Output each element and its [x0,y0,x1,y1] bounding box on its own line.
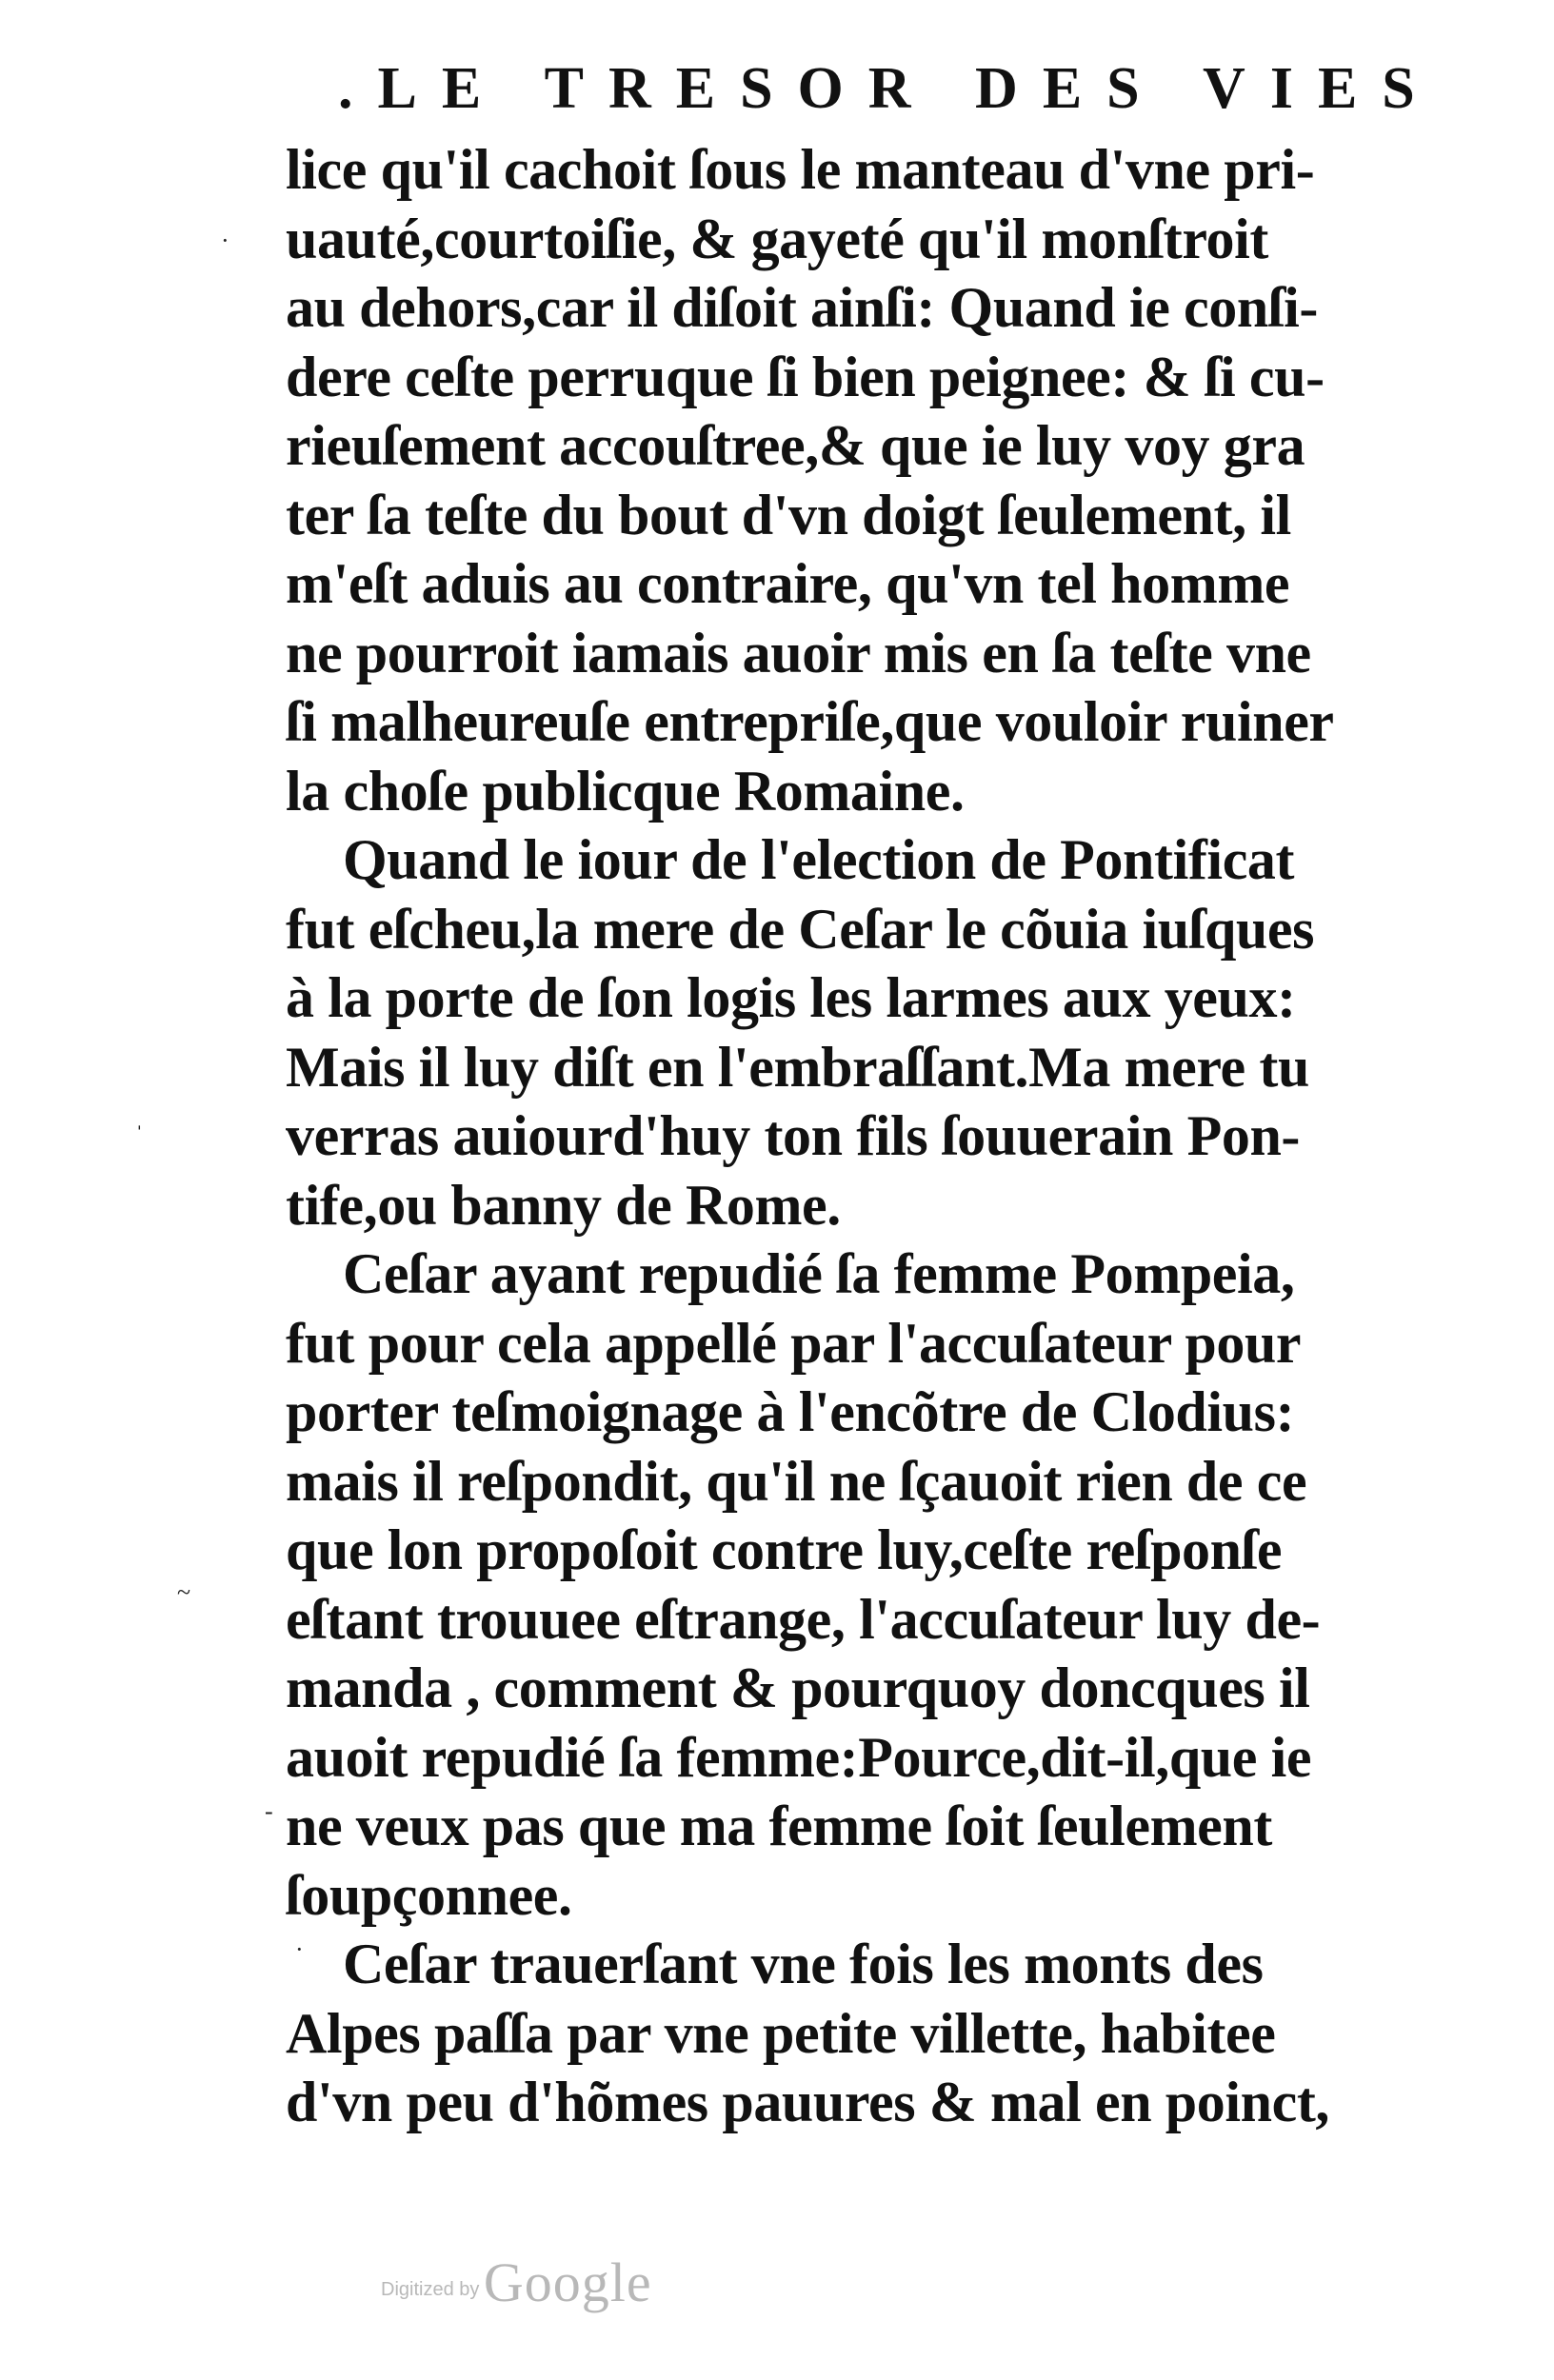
margin-speck: · [221,227,229,254]
text-line: fut eſcheu,la mere de Ceſar le cõuia iuſques [286,897,1315,961]
google-logo-text: Google [483,2251,652,2313]
text-line: d'vn peu d'hõmes pauures & mal en poinct, [286,2071,1330,2133]
text-line: au dehors,car il diſoit ainſi: Quand ie conſi- [286,276,1318,339]
text-line: rieuſement accouſtree,& que ie luy voy gra [286,414,1305,477]
text-line: tife,ou banny de Rome. [286,1173,841,1237]
text-block [286,135,1457,2137]
text-line: Alpes paſſa par vne petite villette, habitee [286,2001,1276,2065]
text-line: que lon propoſoit contre luy,ceſte reſponſe [286,1518,1283,1581]
text-line: ſi malheureuſe entrepriſe,que vouloir ruiner [286,690,1334,753]
text-line: ſoupçonnee. [286,1863,572,1927]
text-line: Mais il luy diſt en l'embraſſant.Ma mere tu [286,1035,1309,1099]
text-line: Quand le iour de l'election de Pontificat [343,828,1295,891]
text-line: la choſe publicque Romaine. [286,759,965,823]
text-line: à la porte de ſon logis les larmes aux yeux: [286,966,1296,1029]
text-line: dere ceſte perruque ſi bien peignee: & ſi cu- [286,345,1325,408]
text-line: porter teſmoignage à l'encõtre de Clodius: [286,1380,1295,1443]
text-line: ter ſa teſte du bout d'vn doigt ſeulement, il [286,483,1291,546]
text-line: uauté,courtoiſie, & gayeté qu'il monſtroit [286,207,1268,270]
digitized-by-label: Digitized by [381,2279,480,2300]
margin-speck: ~ [177,1578,191,1606]
text-line: m'eſt aduis au contraire, qu'vn tel homme [286,552,1290,615]
text-line: Ceſar ayant repudié ſa femme Pompeia, [343,1242,1295,1305]
text-line: auoit repudié ſa femme:Pource,dit-il,que ie [286,1725,1312,1789]
text-line: verras auiourd'huy ton fils ſouuerain Pon- [286,1104,1300,1167]
text-line: fut pour cela appellé par l'accuſateur pour [286,1311,1302,1375]
running-head: .LE TRESOR DES VIES [338,56,1440,121]
text-line: eſtant trouuee eſtrange, l'accuſateur luy de- [286,1587,1321,1651]
margin-speck: - [265,1797,273,1825]
digitization-watermark [381,2251,652,2314]
text-line: mais il reſpondit, qu'il ne ſçauoit rien de ce [286,1449,1307,1513]
text-line: manda , comment & pourquoy doncques il [286,1656,1310,1719]
margin-speck: · [295,1935,304,1963]
text-line: lice qu'il cachoit ſous le manteau d'vne pri- [286,138,1315,201]
text-line: ne pourroit iamais auoir mis en ſa teſte vne [286,621,1311,684]
margin-speck: ˈ [135,1121,144,1149]
text-line: Ceſar trauerſant vne fois les monts des [343,1933,1264,1995]
text-line: ne veux pas que ma femme ſoit ſeulement [286,1795,1272,1857]
